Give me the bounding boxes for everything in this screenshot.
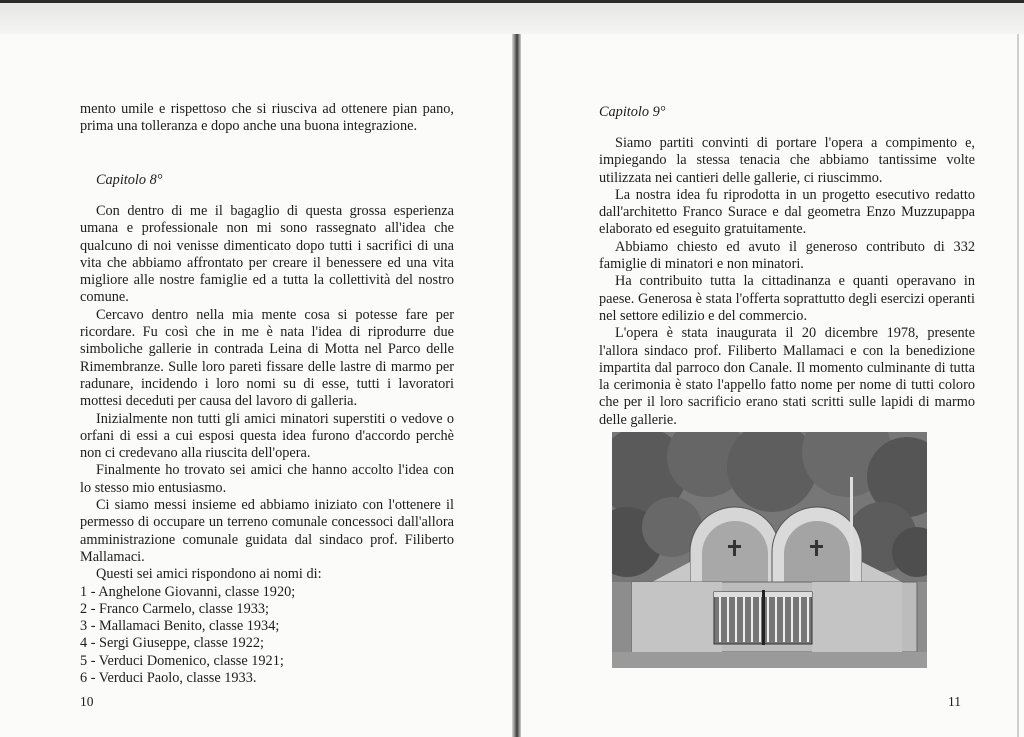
right-paragraph: La nostra idea fu riprodotta in un progetto esecutivo redatto dall'architetto Franco Surace e dal geometra Enzo Muzzupappa elaborato ed eseguito gratuitamente. (599, 186, 975, 238)
page-number-left: 10 (80, 694, 94, 709)
chapter-title-9: Capitolo 9° (599, 104, 666, 120)
names-list (80, 584, 454, 688)
left-paragraph: Finalmente ho trovato sei amici che hanno accolto l'idea con lo stesso mio entusiasmo. (80, 462, 454, 496)
left-paragraph: Con dentro di me il bagaglio di questa grossa esperienza umana e professionale non mi sono rassegnato all'idea che qualcuno di noi venisse dimenticato dopo tutti i sacrifici di una vita che abbiamo affrontato per creare il benessere ed una vita migliore alle nostre famiglie ed a tutta la collettività del nostro comune. (80, 203, 454, 306)
list-item: 5 - Verduci Domenico, classe 1921; (80, 652, 284, 669)
left-page (0, 34, 512, 737)
right-paragraph: Siamo partiti convinti di portare l'opera a compimento e, impiegando la stessa tenacia che abbiamo tantissime volte utilizzata nei cantieri delle gallerie, ci riuscimmo. (599, 135, 975, 186)
right-paragraph: Abbiamo chiesto ed avuto il generoso contributo di 332 famiglie di minatori e non minatori. (599, 238, 975, 273)
memorial-arches-illustration (612, 432, 927, 668)
scanner-top-edge (0, 0, 1024, 34)
right-paragraph: Ha contribuito tutta la cittadinanza e quanti operavano in paese. Generosa è stata l'offerta soprattutto degli esercizi operanti nel settore edilizio e del commercio. (599, 273, 975, 324)
left-paragraph: Questi sei amici rispondono ai nomi di: (96, 566, 322, 583)
left-paragraph: Cercavo dentro nella mia mente cosa si potesse fare per ricordare. Fu così che in me è nata l'idea di riprodurre due simboliche gallerie in contrada Leina di Motta nel Parco delle Rimembranze. Sulle loro pareti fissare delle lastre di marmo per radunare, incidendo i loro nomi su di esse, tutti i lavoratori mottesi deceduti per causa del lavoro di galleria. (80, 306, 454, 410)
left-paragraph: Inizialmente non tutti gli amici minatori superstiti o vedove o orfani di essi a cui esposi questa idea furono d'accordo perchè non ci credevano alla riuscita dell'opera. (80, 410, 454, 462)
left-body-text (80, 203, 454, 687)
right-paragraph: L'opera è stata inaugurata il 20 dicembre 1978, presente l'allora sindaco prof. Filiberto Mallamaci e con la benedizione impartita dal parroco don Canale. Il momento culminante di tutta la cerimonia è stato l'appello fatto nome per nome di tutti coloro che per il loro sacrificio erano stati scritti sulle lapidi di marmo delle gallerie. (599, 325, 975, 428)
memorial-photo (612, 432, 927, 668)
list-item: 3 - Mallamaci Benito, classe 1934; (80, 618, 280, 635)
left-top-paragraph: mento umile e rispettoso che si riusciva ad ottenere pian pano, prima una tolleranza e dopo anche una buona integrazione. (80, 101, 454, 135)
list-item: 1 - Anghelone Giovanni, classe 1920; (80, 583, 296, 600)
right-body-text (599, 135, 975, 429)
left-paragraph: Ci siamo messi insieme ed abbiamo iniziato con l'ottenere il permesso di occupare un terreno comunale concessoci dall'allora amministrazione comunale guidata dal sindaco prof. Filiberto Mallamaci. (80, 497, 454, 565)
list-item: 6 - Verduci Paolo, classe 1933. (80, 670, 257, 687)
left-top-text (80, 101, 454, 136)
list-item: 4 - Sergi Giuseppe, classe 1922; (80, 635, 264, 652)
book-spine (512, 34, 521, 737)
scan-edge (1017, 34, 1019, 737)
chapter-title-8: Capitolo 8° (96, 172, 163, 188)
list-item: 2 - Franco Carmelo, classe 1933; (80, 600, 269, 617)
page-number-right: 11 (948, 694, 961, 709)
